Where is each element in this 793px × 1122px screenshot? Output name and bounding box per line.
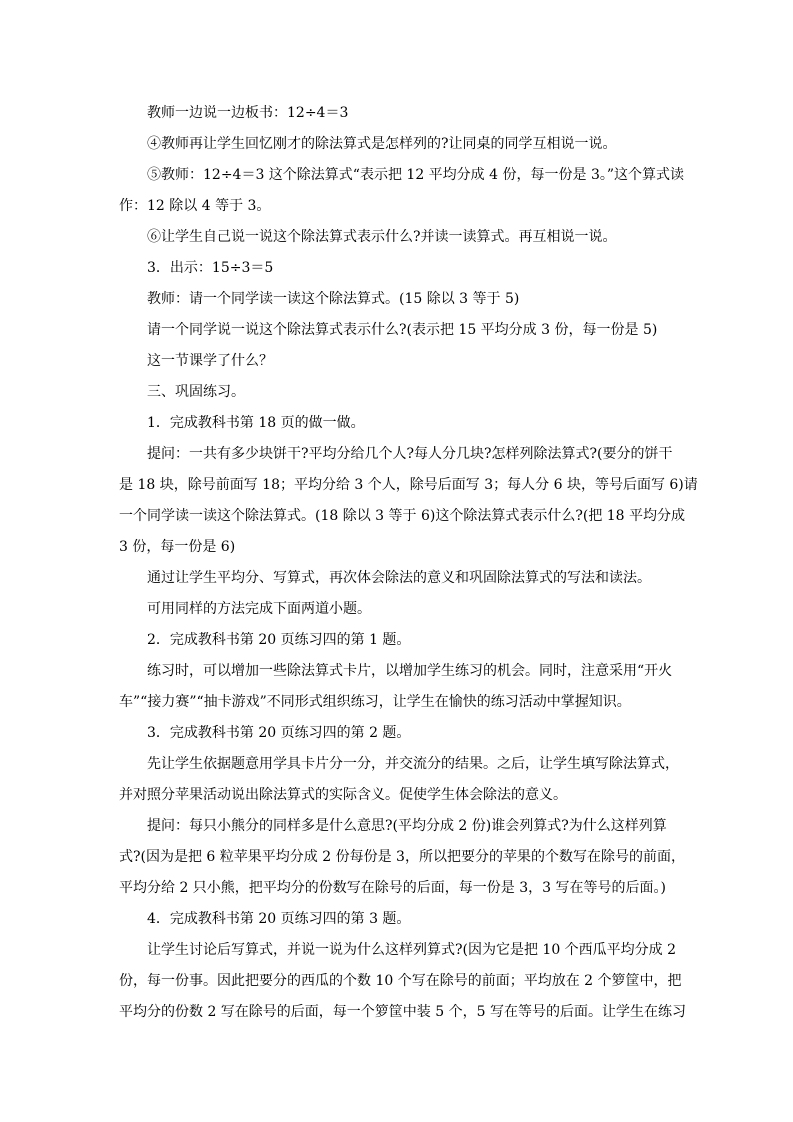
text-line: ⑤教师：12÷4＝3 这个除法算式“表示把 12 平均分成 4 份，每一份是 3。”这个算式读: [147, 167, 685, 183]
text-line: 练习时，可以增加一些除法算式卡片，以增加学生练习的机会。同时，注意采用“开火: [147, 663, 673, 679]
section-heading: 三、巩固练习。: [147, 384, 245, 400]
text-line: 先让学生依据题意用学具卡片分一分，并交流分的结果。之后，让学生填写除法算式，: [147, 756, 679, 772]
text-line: 这一节课学了什么？: [147, 353, 273, 369]
text-line: 4．完成教科书第 20 页练习四的第 3 题。: [147, 911, 411, 927]
text-line: 教师一边说一边板书：12÷4＝3: [147, 105, 349, 121]
text-line: ④教师再让学生回忆刚才的除法算式是怎样列的?让同桌的同学互相说一说。: [147, 136, 617, 152]
text-line: 2．完成教科书第 20 页练习四的第 1 题。: [147, 632, 411, 648]
text-line: 3．出示：15÷3＝5: [147, 260, 274, 276]
text-line: ⑥让学生自己说一说这个除法算式表示什么?并读一读算式。再互相说一说。: [147, 229, 617, 245]
text-line: 一个同学读一读这个除法算式。(18 除以 3 等于 6)这个除法算式表示什么?(把 18 平均分成: [119, 508, 686, 524]
text-line: 请一个同学说一说这个除法算式表示什么?(表示把 15 平均分成 3 份，每一份是 5): [147, 322, 658, 338]
text-line: 让学生讨论后写算式，并说一说为什么这样列算式?(因为它是把 10 个西瓜平均分成 2: [147, 942, 677, 958]
text-line: 作：12 除以 4 等于 3。: [119, 198, 271, 214]
text-line: 提问：每只小熊分的同样多是什么意思?(平均分成 2 份)谁会列算式?为什么这样列算: [147, 818, 667, 834]
text-line: 通过让学生平均分、写算式，再次体会除法的意义和巩固除法算式的写法和读法。: [147, 570, 651, 586]
text-line: 平均分给 2 只小熊，把平均分的份数写在除号的后面，每一份是 3，3 写在等号的后面。): [119, 880, 666, 896]
text-line: 车”“接力赛”“抽卡游戏”不同形式组织练习，让学生在愉快的练习活动中掌握知识。: [119, 694, 631, 710]
text-line: 份，每一份事。因此把要分的西瓜的个数 10 个写在除号的前面；平均放在 2 个箩筐中，把: [119, 973, 682, 989]
text-line: 可用同样的方法完成下面两道小题。: [147, 601, 371, 617]
text-line: 平均分的份数 2 写在除号的后面，每一个箩筐中装 5 个，5 写在等号的后面。让学生在练习: [119, 1004, 686, 1020]
text-line: 式?(因为是把 6 粒苹果平均分成 2 份每份是 3，所以把要分的苹果的个数写在除号的前面，: [119, 849, 685, 865]
text-line: 并对照分苹果活动说出除法算式的实际含义。促使学生体会除法的意义。: [119, 787, 567, 803]
text-line: 是 18 块，除号前面写 18；平均分给 3 个人，除号后面写 3；每人分 6 块，等号后面写 6)请: [119, 477, 698, 493]
text-line: 教师：请一个同学读一读这个除法算式。(15 除以 3 等于 5): [147, 291, 520, 307]
text-line: 3．完成教科书第 20 页练习四的第 2 题。: [147, 725, 411, 741]
text-line: 1．完成教科书第 18 页的做一做。: [147, 415, 365, 431]
text-line: 3 份，每一份是 6): [119, 539, 236, 555]
text-line: 提问：一共有多少块饼干?平均分给几个人?每人分几块?怎样列除法算式?(要分的饼干: [147, 446, 673, 462]
